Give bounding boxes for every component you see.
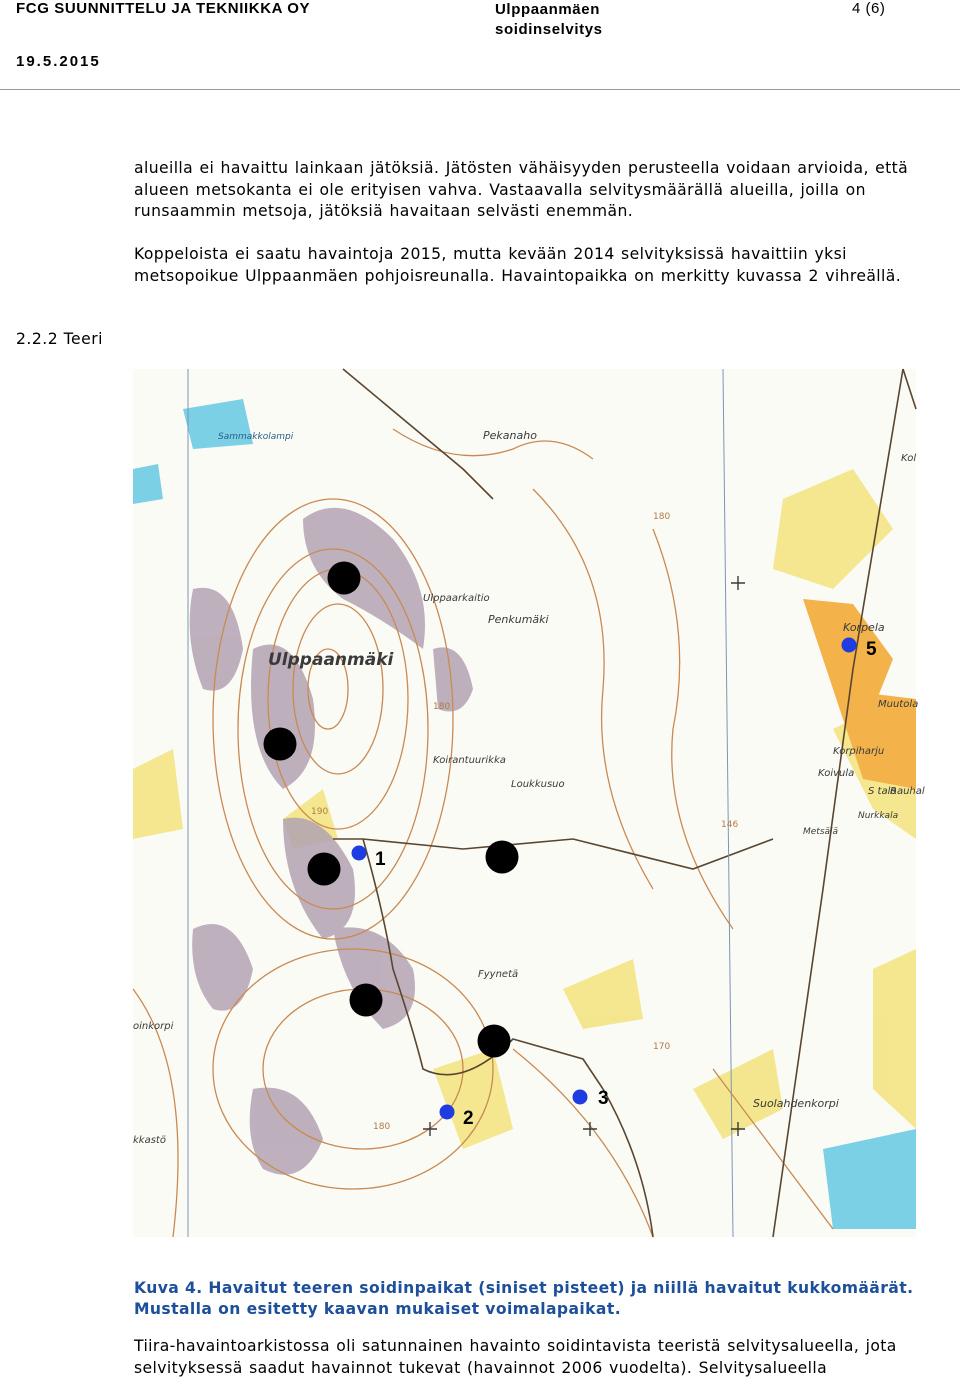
body-paragraph-2: Koppeloista ei saatu havaintoja 2015, mutta kevään 2014 selvityksissä havaittiin yksi metsopoikue Ulppaanmäen pohjoisreunalla. Havaintopaikka on merkitty kuvassa 2 vihreällä. bbox=[134, 245, 902, 285]
observation-point bbox=[842, 638, 857, 653]
map-label-rauhala: Rauhal bbox=[890, 786, 925, 797]
map-label-korpela: Korpela bbox=[843, 621, 885, 634]
turbine-marker bbox=[264, 728, 297, 761]
turbine-marker bbox=[350, 984, 383, 1017]
header-divider bbox=[0, 89, 960, 90]
body-paragraph-3: Tiira-havaintoarkistossa oli satunnainen havainto soidintavista teeristä selvitysalueella, jota selvityksessä saadut havainnot tukevat (havainnot 2006 vuodelta). Selvitysalueella bbox=[134, 1337, 897, 1377]
map-label-ulppaarkaitio: Ulppaarkaitio bbox=[423, 593, 490, 604]
elevation-label: 180 bbox=[653, 512, 671, 522]
map-label-korpiharju: Korpiharju bbox=[833, 746, 885, 757]
observation-point bbox=[352, 846, 367, 861]
header-document-title: Ulppaanmäen soidinselvitys bbox=[495, 1, 603, 38]
map-label-kol: Kol bbox=[901, 453, 917, 464]
turbine-marker bbox=[486, 841, 519, 874]
elevation-label: 146 bbox=[721, 820, 739, 830]
topographic-map-figure bbox=[133, 369, 925, 1237]
map-label-penkumaki: Penkumäki bbox=[488, 613, 549, 626]
elevation-label: 180 bbox=[433, 702, 451, 712]
map-label-oinkorpi: oinkorpi bbox=[133, 1021, 174, 1032]
figure-caption: Kuva 4. Havaitut teeren soidinpaikat (siniset pisteet) ja niillä havaitut kukkomäärät. Mustalla on esitetty kaavan mukaiset voimalapaikat. bbox=[134, 1279, 914, 1318]
observation-point-label: 5 bbox=[866, 639, 877, 660]
map-label-kkasto: kkastö bbox=[133, 1135, 166, 1146]
observation-point-label: 3 bbox=[598, 1088, 609, 1109]
body-paragraph-1: alueilla ei havaittu lainkaan jätöksiä. Jätösten vähäisyyden perusteella voidaan arvioida, että alueen metsokanta ei ole erityisen vahva. Vastaavalla selvitysmäärällä alueilla, joilla on runsaammin metsoja, jätöksiä havaitaan selvästi enemmän. bbox=[134, 159, 909, 220]
map-label-ulppaanmaki: Ulppaanmäki bbox=[268, 650, 394, 670]
map-canvas bbox=[133, 369, 925, 1237]
header-page-number: 4 (6) bbox=[852, 0, 886, 17]
header-date: 19.5.2015 bbox=[16, 53, 101, 70]
observation-point bbox=[440, 1105, 455, 1120]
observation-point-label: 1 bbox=[375, 849, 386, 870]
turbine-marker bbox=[308, 853, 341, 886]
elevation-label: 170 bbox=[653, 1042, 671, 1052]
turbine-marker bbox=[328, 562, 361, 595]
map-label-suolahdenkorpi: Suolahdenkorpi bbox=[753, 1097, 839, 1110]
map-label-koivula: Koivula bbox=[818, 768, 855, 779]
map-label-fyyneta: Fyynetä bbox=[478, 969, 519, 980]
section-heading-teeri: 2.2.2 Teeri bbox=[16, 330, 103, 348]
elevation-label: 180 bbox=[373, 1122, 391, 1132]
observation-point bbox=[573, 1090, 588, 1105]
map-label-sammakkolampi: Sammakkolampi bbox=[218, 432, 294, 442]
map-label-koirantuurikka: Koirantuurikka bbox=[433, 755, 506, 766]
map-label-pekanaho: Pekanaho bbox=[483, 429, 537, 442]
header-company: FCG SUUNNITTELU JA TEKNIIKKA OY bbox=[16, 0, 311, 17]
map-label-nurkkala: Nurkkala bbox=[858, 811, 899, 821]
turbine-marker bbox=[478, 1025, 511, 1058]
map-label-metsala: Metsälä bbox=[803, 827, 839, 837]
elevation-label: 190 bbox=[311, 807, 329, 817]
observation-point-label: 2 bbox=[463, 1108, 474, 1129]
map-label-stalo: S talo bbox=[868, 786, 897, 797]
map-label-loukkusuo: Loukkusuo bbox=[511, 779, 565, 790]
map-label-muutola: Muutola bbox=[878, 699, 919, 710]
